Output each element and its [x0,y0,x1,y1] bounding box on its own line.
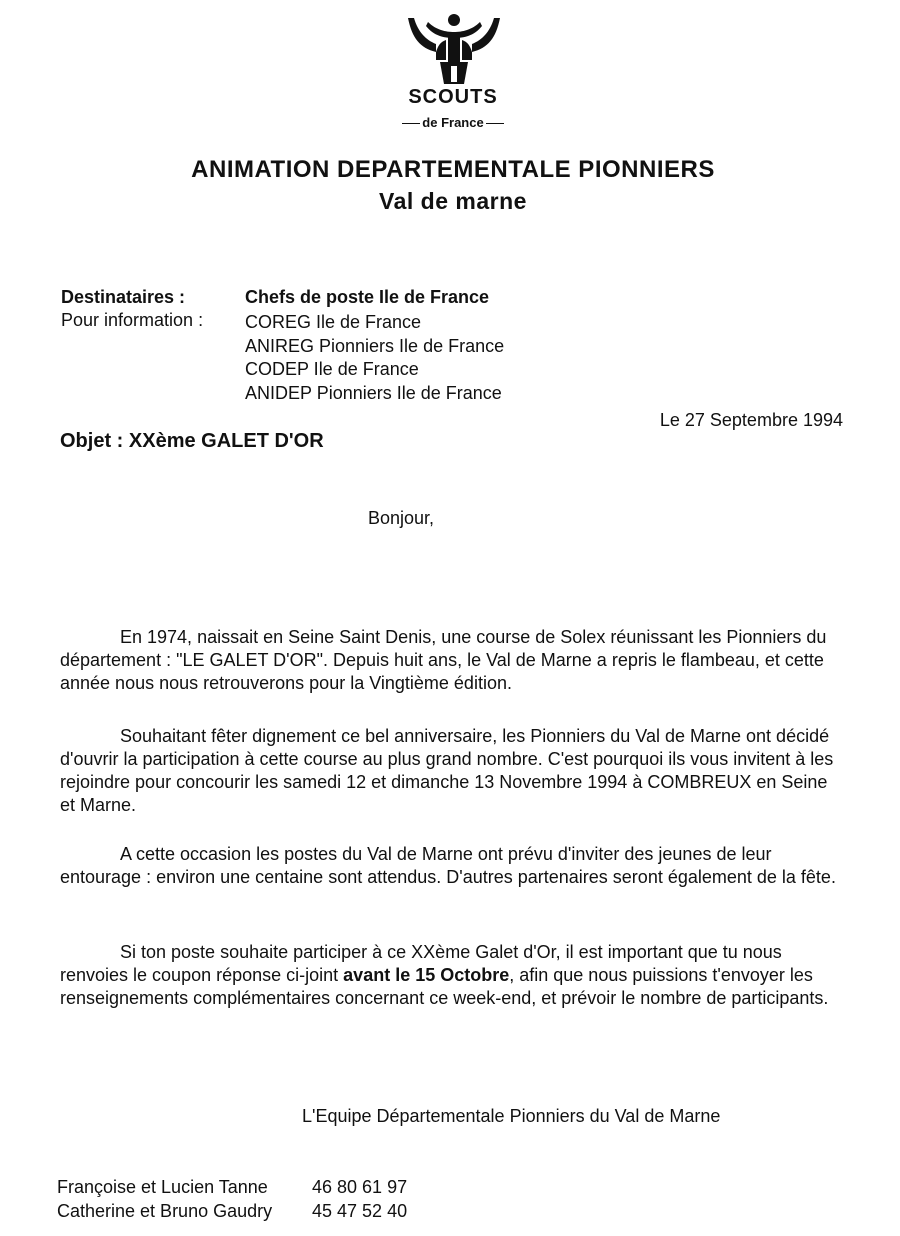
dash-right [486,123,504,124]
info-label: Pour information : [61,310,204,330]
deadline: avant le 15 Octobre [343,965,510,985]
scouts-de-france-logo-icon [406,12,502,86]
contact-row [57,1177,408,1198]
letter-subject: Objet : XXème GALET D'OR [60,430,324,452]
contact-name: Catherine et Bruno Gaudry [57,1201,273,1221]
info-item: COREG Ile de France [245,312,422,332]
logo-sub-text: de France [422,115,484,130]
contact-phone: 46 80 61 97 [312,1177,408,1197]
page-subtitle: Val de marne [379,188,527,214]
signature: L'Equipe Départementale Pionniers du Val de Marne [302,1106,721,1126]
contact-phone: 45 47 52 40 [312,1201,408,1221]
greeting: Bonjour, [368,508,435,528]
contact-row [57,1201,408,1222]
recipients-value: Chefs de poste Ile de France [245,287,490,307]
paragraph-4-after: , afin que nous puissions t'envoyer les renseignements complémentaires concernant ce week-end, et prévoir le nombre de participants. [60,965,829,1008]
dash-left [402,123,420,124]
paragraph-2: Souhaitant fêter dignement ce bel anniversaire, les Pionniers du Val de Marne ont décidé d'ouvrir la participation à cette course au plus grand nombre. C'est pourquoi ils vous invitent à les rejoindre pour concourir les samedi 12 et dimanche 13 Novembre 1994 à COMBREUX en Seine et Marne. [60,726,834,815]
info-item: ANIREG Pionniers Ile de France [245,336,505,356]
contact-name: Françoise et Lucien Tanne [57,1177,268,1197]
logo-name: SCOUTS [408,86,498,108]
page-title: ANIMATION DEPARTEMENTALE PIONNIERS [191,156,715,183]
paragraph-4-before: Si ton poste souhaite participer à ce XXème Galet d'Or, il est important que tu nous renvoies le coupon réponse ci-joint [60,942,782,985]
paragraph-3: A cette occasion les postes du Val de Marne ont prévu d'inviter des jeunes de leur entourage : environ une centaine sont attendus. D'autres partenaires seront également de la fête. [60,844,836,887]
recipients-label: Destinataires : [61,287,186,307]
info-item: ANIDEP Pionniers Ile de France [245,383,502,403]
letter-date: Le 27 Septembre 1994 [659,410,843,430]
paragraph-1: En 1974, naissait en Seine Saint Denis, une course de Solex réunissant les Pionniers du département : "LE GALET D'OR". Depuis huit ans, le Val de Marne a repris le flambeau, et cette année nous nous retrouverons pour la Vingtième édition. [60,627,827,693]
paragraph-4 [60,941,840,1010]
logo-subtitle [0,115,900,130]
info-item: CODEP Ile de France [245,359,419,379]
